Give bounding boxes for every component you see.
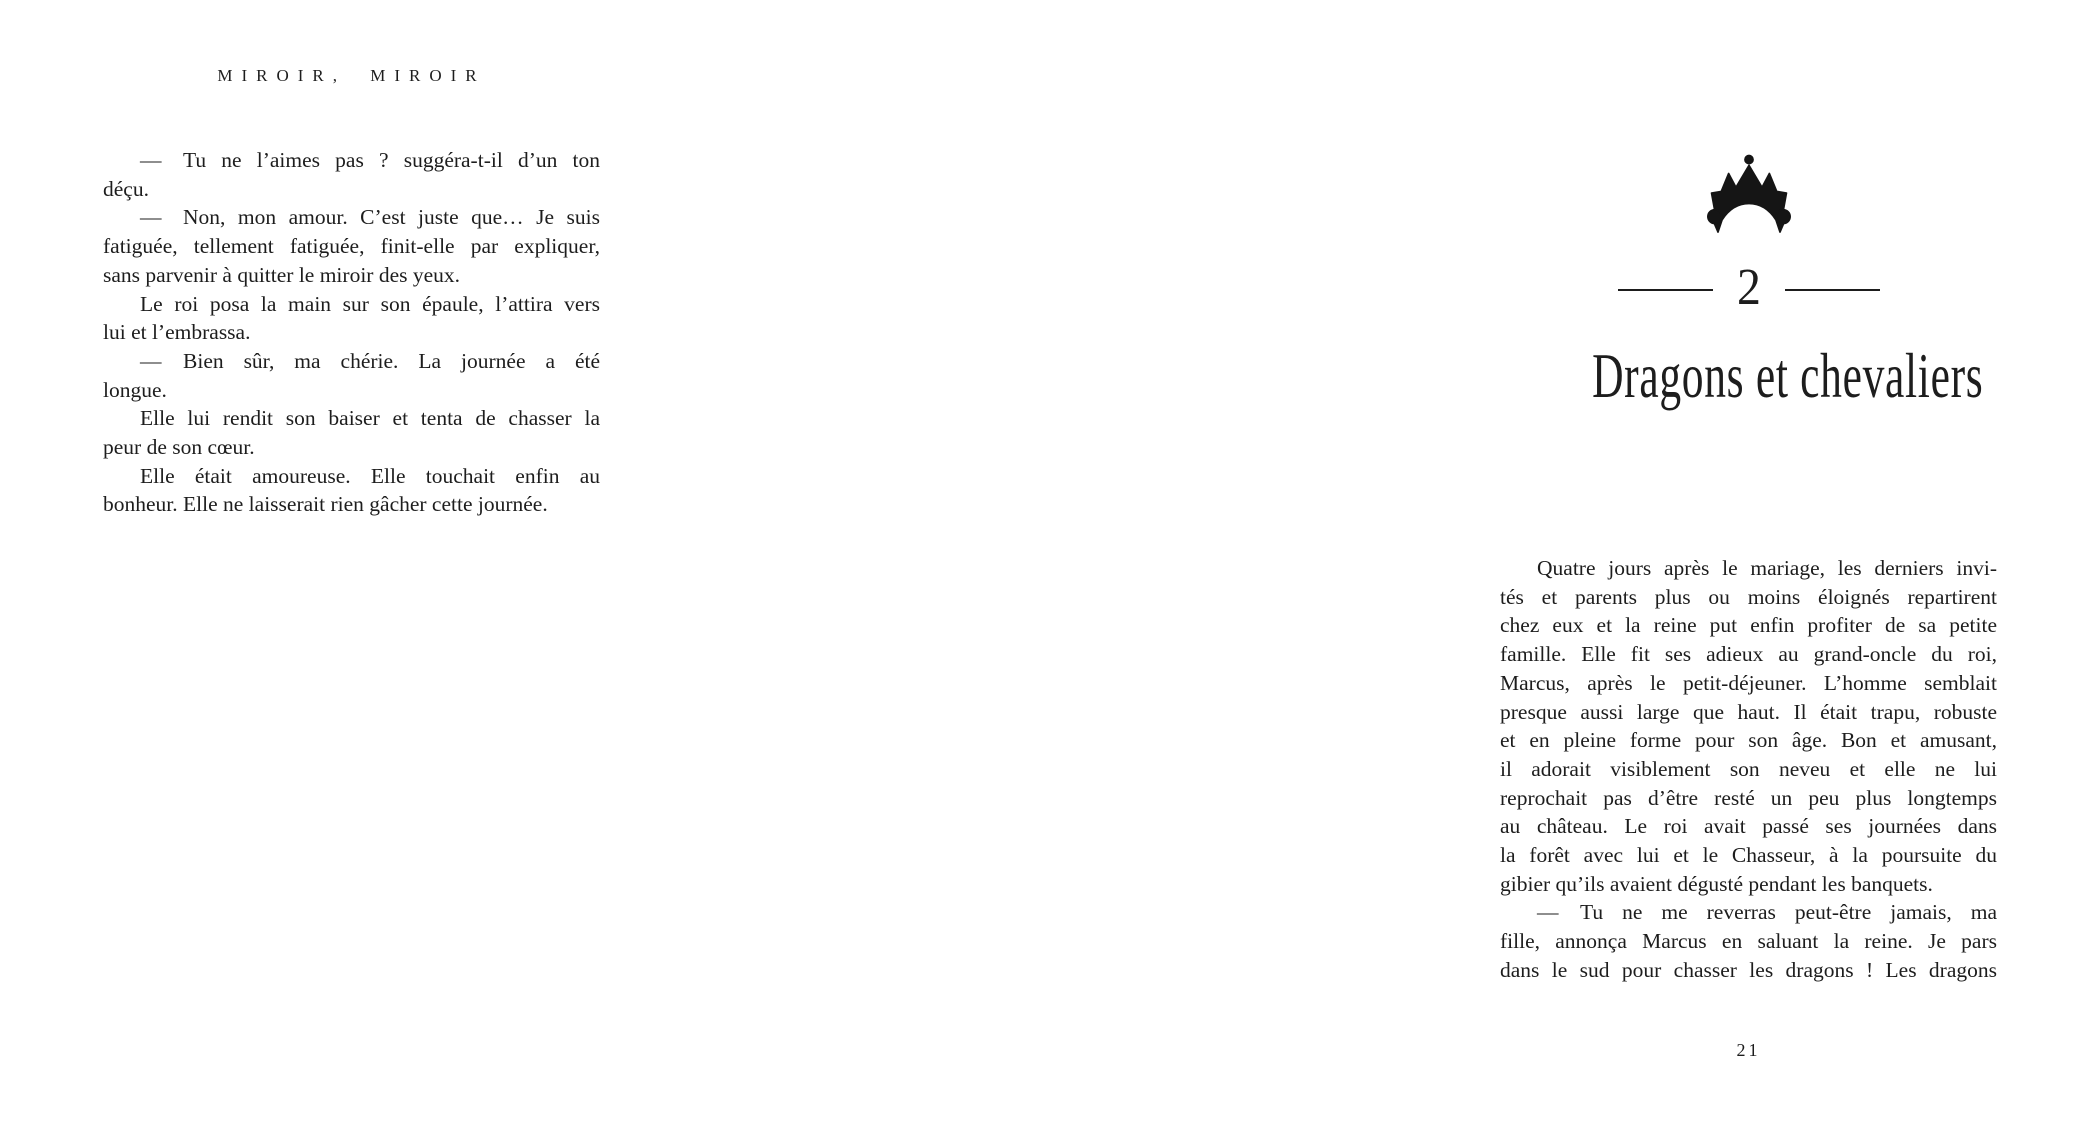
text-line: reprochait pas d’être resté un peu plus longtemps <box>1500 785 1997 810</box>
text-line: sans parvenir à quitter le miroir des yeux. <box>103 262 461 287</box>
text-line: gibier qu’ils avaient dégusté pendant les banquets. <box>1500 871 1933 896</box>
text-line: lui et l’embrassa. <box>103 320 251 345</box>
text-line: peur de son cœur. <box>103 435 255 460</box>
text-line: il adorait visiblement son neveu et elle ne lui <box>1500 756 1997 781</box>
text-line: — Tu ne l’aimes pas ? suggéra-t-il d’un ton <box>140 148 600 172</box>
text-line: Quatre jours après le mariage, les derniers invi- <box>1537 556 1997 580</box>
text-line: déçu. <box>103 176 149 201</box>
text-line: Elle était amoureuse. Elle touchait enfin au <box>140 463 600 488</box>
right-page-text <box>1500 554 1997 985</box>
chapter-title: Dragons et chevaliers <box>1592 340 1984 411</box>
text-line: longue. <box>103 377 167 402</box>
chapter-number-row <box>1500 261 1997 319</box>
right-page <box>700 0 1997 1133</box>
text-line: fille, annonça Marcus en saluant la reine. Je pars <box>1500 929 1997 954</box>
text-line: presque aussi large que haut. Il était trapu, robuste <box>1500 699 1997 724</box>
left-page <box>0 0 700 1133</box>
running-header: MIROIR, MIROIR <box>217 66 486 85</box>
left-page-text <box>103 146 600 519</box>
chapter-rule-left <box>1618 289 1713 291</box>
text-line: Elle lui rendit son baiser et tenta de chasser la <box>140 406 600 431</box>
chapter-number: 2 <box>1736 259 1761 316</box>
text-line: dans le sud pour chasser les dragons ! Les dragons <box>1500 957 1997 982</box>
text-line: — Tu ne me reverras peut-être jamais, ma <box>1537 900 1997 925</box>
text-line: — Bien sûr, ma chérie. La journée a été <box>140 348 600 373</box>
text-line: la forêt avec lui et le Chasseur, à la poursuite du <box>1500 843 1997 868</box>
text-line: — Non, mon amour. C’est juste que… Je suis <box>140 205 600 230</box>
crown-icon <box>1696 148 1802 238</box>
chapter-rule-right <box>1785 289 1880 291</box>
text-line: bonheur. Elle ne laisserait rien gâcher cette journée. <box>103 492 548 517</box>
text-line: au château. Le roi avait passé ses journées dans <box>1500 814 1997 839</box>
chapter-ornament <box>1500 148 1997 238</box>
page-number: 21 <box>1736 1040 1761 1060</box>
text-line: et en pleine forme pour son âge. Bon et amusant, <box>1500 728 1997 753</box>
text-line: fatiguée, tellement fatiguée, finit-elle par expliquer, <box>103 234 600 259</box>
text-line: chez eux et la reine put enfin profiter de sa petite <box>1500 613 1997 638</box>
text-line: Le roi posa la main sur son épaule, l’attira vers <box>140 291 600 316</box>
text-line: Marcus, après le petit-déjeuner. L’homme semblait <box>1500 670 1997 695</box>
text-line: famille. Elle fit ses adieux au grand-oncle du roi, <box>1500 642 1997 667</box>
text-line: tés et parents plus ou moins éloignés repartirent <box>1500 584 1997 609</box>
